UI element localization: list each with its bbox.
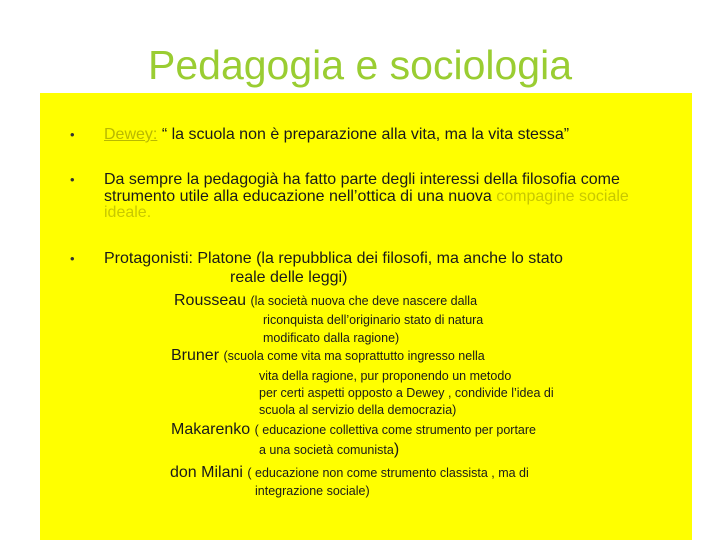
bruner-name: Bruner (171, 347, 220, 364)
protagonisti-label: Protagonisti: Platone (la repubblica dei filosofi, ma anche lo stato (104, 250, 563, 267)
dewey-link[interactable]: Dewey: (104, 126, 158, 143)
item-2-line-2 (104, 188, 629, 205)
milani-desc-2: integrazione sociale) (255, 484, 370, 498)
bruner-desc-1: (scuola come vita ma soprattutto ingresso nella (223, 349, 485, 363)
milani-desc-1: ( educazione non come strumento classista , ma di (247, 466, 529, 480)
item-1 (104, 126, 569, 143)
rousseau-desc-1: (la società nuova che deve nascere dalla (250, 294, 478, 308)
makarenko-line-2 (259, 441, 399, 459)
rousseau-entry (174, 292, 477, 309)
makarenko-entry (171, 421, 536, 438)
content-panel (40, 93, 692, 540)
rousseau-desc-2: riconquista dell’originario stato di natura (263, 313, 484, 327)
bruner-entry (171, 347, 485, 364)
bruner-desc-3: per certi aspetti opposto a Dewey , condivide l’idea di (259, 386, 554, 400)
milani-name: don Milani (170, 464, 243, 481)
slide-title: Pedagogia e sociologia (148, 42, 572, 88)
rousseau-desc-3: modificato dalla ragione) (263, 331, 400, 345)
bullet-3: • (70, 251, 75, 266)
platone-continuation: reale delle leggi) (230, 269, 348, 286)
makarenko-name: Makarenko (171, 421, 251, 438)
makarenko-close: ) (393, 441, 400, 458)
bruner-desc-4: scuola al servizio della democrazia) (259, 403, 457, 417)
milani-entry (170, 464, 529, 481)
dewey-quote: “ la scuola non è preparazione alla vita, ma la vita stessa” (161, 126, 570, 143)
bullet-2: • (70, 172, 75, 187)
makarenko-desc-2: a una società comunista (259, 443, 394, 457)
rousseau-name: Rousseau (174, 292, 247, 309)
item-2-line-2-text: strumento utile alla educazione nell’ottica di una nuova (104, 188, 492, 205)
bruner-desc-2: vita della ragione, pur proponendo un metodo (259, 369, 512, 383)
bullet-1: • (70, 127, 75, 142)
item-2-line-1: Da sempre la pedagogià ha fatto parte degli interessi della filosofia come (104, 171, 620, 188)
compagine-sociale-text: compagine sociale (496, 188, 629, 205)
makarenko-desc-1: ( educazione collettiva come strumento per portare (254, 423, 536, 437)
item-2-line-3: ideale. (104, 204, 152, 221)
